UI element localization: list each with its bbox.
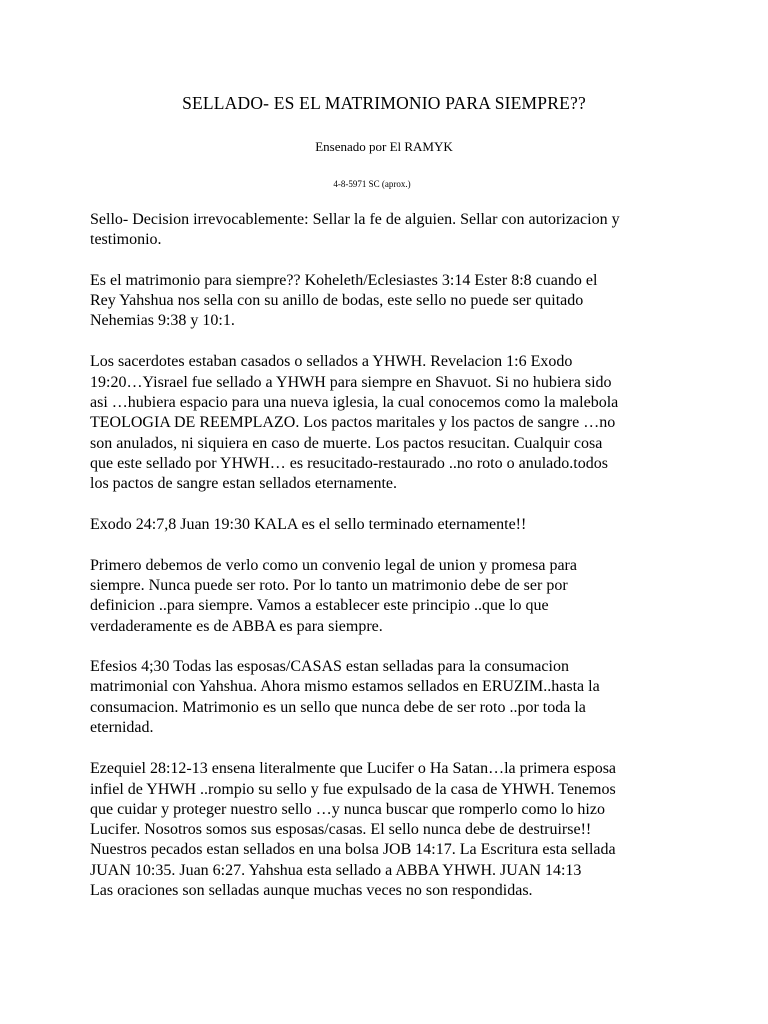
- paragraph: Primero debemos de verlo como un convenio legal de union y promesa para siempre. Nunca puede ser roto. Por lo tanto un matrimonio debe de ser por definicion ..para siempre. Vamos a establecer este principio ..que lo que verdaderamente es de ABBA es para siempre.: [90, 556, 577, 635]
- paragraph: Sello- Decision irrevocablemente: Sellar la fe de alguien. Sellar con autorizacion y testimonio.: [90, 211, 620, 249]
- paragraph: Ezequiel 28:12-13 ensena literalmente que Lucifer o Ha Satan…la primera esposa infiel de YHWH ..rompio su sello y fue expulsado de la casa de YHWH. Tenemos que cuidar y proteger nuestro sello …y nunca buscar que romperlo como lo hizo Lucifer. Nosotros somos sus esposas/casas. El sello nunca debe de destruirse!! Nuestros pecados estan sellados en una bolsa JOB 14:17. La Escritura esta sellada JUAN 10:35. Juan 6:27. Yahshua esta sellado a ABBA YHWH. JUAN 14:13 Las oraciones son selladas aunque muchas veces no son respondidas.: [90, 760, 617, 900]
- paragraph: Efesios 4;30 Todas las esposas/CASAS estan selladas para la consumacion matrimonial con Yahshua. Ahora mismo estamos sellados en ERUZIM..hasta la consumacion. Matrimonio es un sello que nunca debe de ser roto ..por toda la eternidad.: [90, 658, 600, 736]
- document-body: [90, 210, 690, 901]
- document-date: 4-8-5971 SC (aprox.): [333, 179, 411, 189]
- document-author: Ensenado por El RAMYK: [315, 139, 453, 154]
- paragraph: Exodo 24:7,8 Juan 19:30 KALA es el sello terminado eternamente!!: [90, 515, 527, 533]
- paragraph: Los sacerdotes estaban casados o sellados a YHWH. Revelacion 1:6 Exodo 19:20…Yisrael fue sellado a YHWH para siempre en Shavuot. Si no hubiera sido asi …hubiera espacio para una nueva iglesia, la cual conocemos como la malebola TEOLOGIA DE REEMPLAZO. Los pactos maritales y los pactos de sangre …no son anulados, ni siquiera en caso de muerte. Los pactos resucitan. Cualquir cosa que este sellado por YHWH… es resucitado-restaurado ..no roto o anulado.todos los pactos de sangre estan sellados eternamente.: [90, 353, 619, 493]
- paragraph: Es el matrimonio para siempre?? Koheleth/Eclesiastes 3:14 Ester 8:8 cuando el Rey Yahshua nos sella con su anillo de bodas, este sello no puede ser quitado Nehemias 9:38 y 10:1.: [90, 271, 598, 330]
- document-title: SELLADO- ES EL MATRIMONIO PARA SIEMPRE??: [182, 93, 586, 113]
